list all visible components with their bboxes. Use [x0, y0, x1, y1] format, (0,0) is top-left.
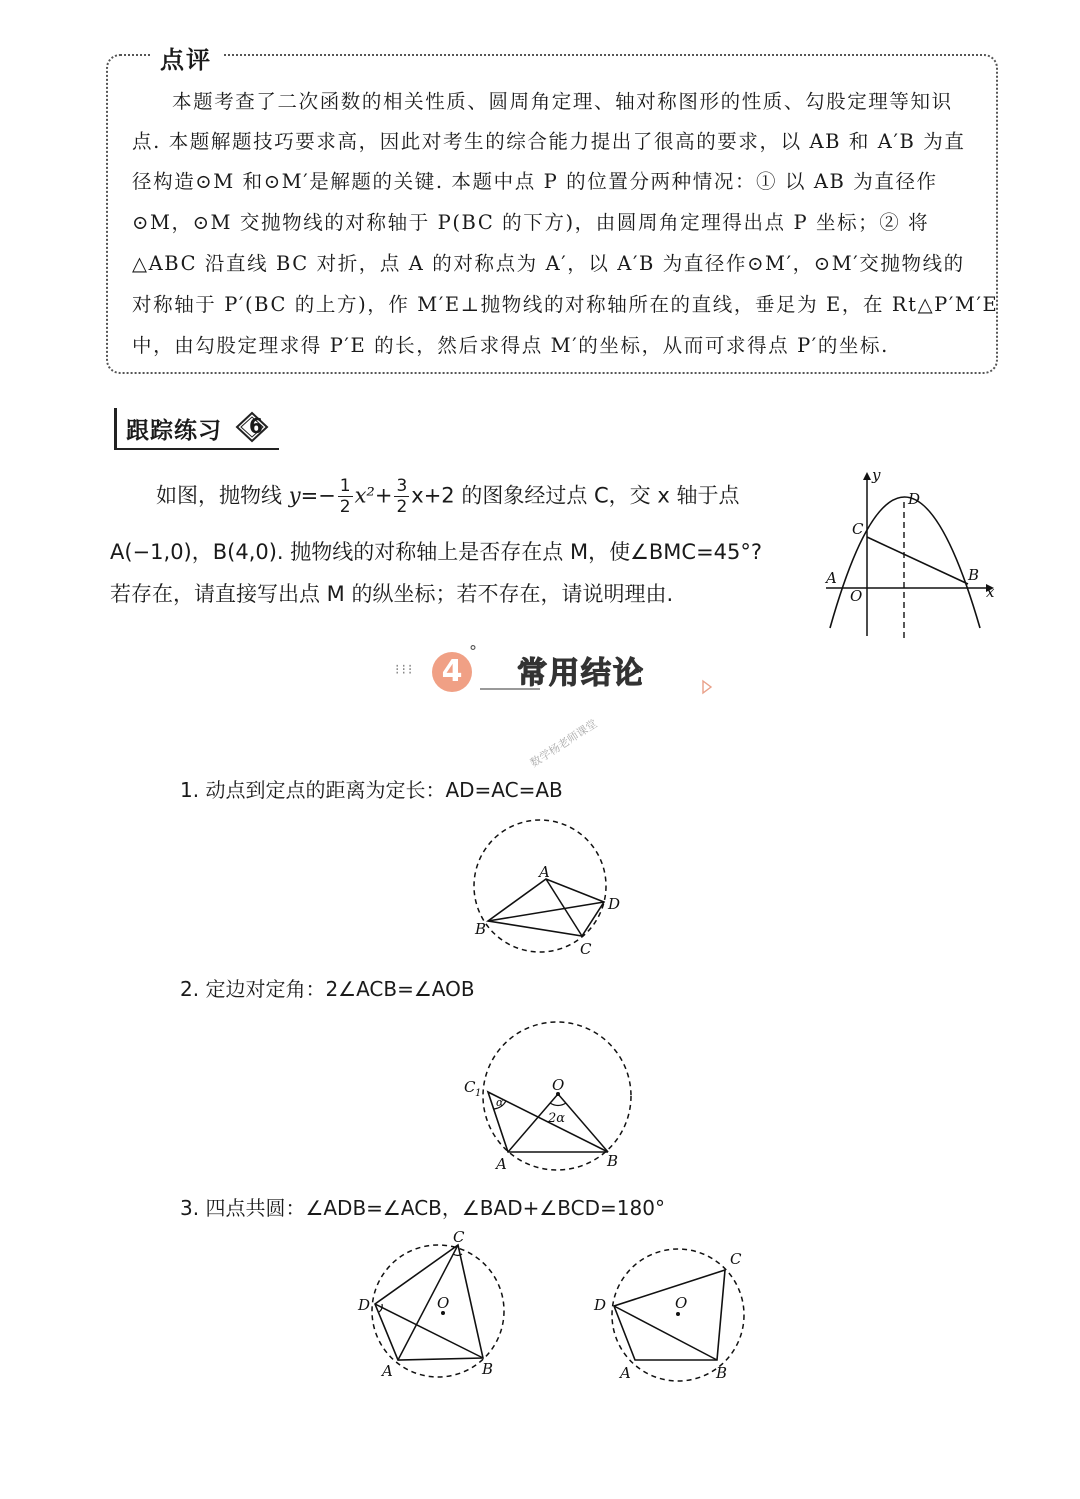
problem-text: 如图，抛物线 [156, 483, 289, 508]
problem-line-1 [156, 476, 739, 517]
problem-line-3: 若存在，请直接写出点 M 的纵坐标；若不存在，请说明理由. [110, 582, 674, 606]
section-number: 4 [432, 652, 472, 692]
label-o: O [675, 1294, 688, 1312]
review-line: 对称轴于 P′(BC 的上方)，作 M′E⊥抛物线的对称轴所在的直线，垂足为 E，在 Rt△P′M′E [132, 293, 999, 316]
practice-title: 跟踪练习 [126, 418, 222, 444]
label-a: A [539, 863, 550, 881]
conclusion-3-text: 3. 四点共圆：∠ADB=∠ACB，∠BAD+∠BCD=180° [180, 1196, 665, 1220]
label-d: D [358, 1296, 371, 1314]
variable-y: y [288, 483, 301, 508]
label-b: B [968, 566, 980, 584]
label-o: O [552, 1076, 565, 1094]
watermark: 数学杨老师课堂 [527, 716, 600, 770]
problem-text: =− [300, 483, 336, 508]
angle-arc [453, 1254, 462, 1256]
label-o: O [850, 587, 863, 605]
parabola-figure [822, 466, 1002, 636]
conclusion-3-figure-left [355, 1228, 515, 1388]
heading-underline [114, 448, 279, 450]
label-a: A [382, 1362, 393, 1380]
label-a: A [496, 1155, 507, 1173]
segment-db [375, 1304, 483, 1358]
label-d: D [608, 895, 621, 913]
section-heading [395, 640, 695, 700]
section-degree: ° [469, 642, 477, 661]
page-mark-icon [702, 680, 712, 694]
heading-bar [114, 408, 117, 448]
label-a: A [620, 1364, 631, 1382]
conclusion-1-text: 1. 动点到定点的距离为定长：AD=AC=AB [180, 778, 563, 802]
problem-line-2: A(−1,0)，B(4,0). 抛物线的对称轴上是否存在点 M，使∠BMC=45°? [110, 540, 763, 564]
review-line: △ABC 沿直线 BC 对折，点 A 的对称点为 A′，以 A′B 为直径作⊙M′，⊙M′交抛物线的 [132, 252, 965, 275]
review-line: 径构造⊙M 和⊙M′是解题的关键. 本题中点 P 的位置分两种情况：① 以 AB 为直径作 [132, 170, 938, 193]
label-d: D [908, 490, 921, 508]
practice-number: 6 [249, 414, 263, 438]
angle-arc [379, 1304, 382, 1312]
label-c: C [730, 1250, 742, 1268]
segment-bd [488, 902, 604, 921]
label-b: B [716, 1364, 728, 1382]
decorative-dots-icon: ⁝⁝⁝ [395, 662, 415, 678]
label-a: A [826, 569, 837, 587]
quadrilateral [375, 1245, 483, 1360]
parabola-curve [830, 497, 980, 628]
problem-text: x+2 的图象经过点 C，交 x 轴于点 [411, 483, 740, 508]
fraction-one-half [338, 476, 353, 517]
practice-heading [114, 408, 284, 450]
label-b: B [475, 920, 487, 938]
dashed-circle [474, 820, 606, 952]
review-line: ⊙M，⊙M 交抛物线的对称轴于 P(BC 的下方)，由圆周角定理得出点 P 坐标；② 将 [132, 211, 930, 234]
conclusion-1-figure [470, 814, 620, 964]
center-point [676, 1312, 680, 1316]
label-y: y [872, 466, 881, 484]
conclusion-3-figure-right [592, 1232, 752, 1392]
review-line: 中，由勾股定理求得 P′E 的长，然后求得点 M′的坐标，从而可求得点 P′的坐标. [132, 334, 889, 357]
review-line: 点. 本题解题技巧要求高，因此对考生的综合能力提出了很高的要求，以 AB 和 A′B 为直 [132, 130, 966, 153]
conclusion-2-text: 2. 定边对定角：2∠ACB=∠AOB [180, 977, 475, 1001]
label-b: B [482, 1360, 494, 1378]
label-c: C [852, 520, 864, 538]
label-c: C [453, 1228, 465, 1246]
y-axis-arrow-icon [863, 472, 871, 480]
review-title: 点评 [150, 40, 222, 75]
label-alpha: α [496, 1096, 504, 1109]
label-c: C [580, 940, 592, 958]
fraction-numerator: 1 [339, 476, 351, 496]
label-subscript: 1 [475, 1088, 482, 1099]
conclusion-2-figure [462, 1012, 642, 1172]
label-x: x [986, 583, 995, 601]
fraction-denominator: 2 [396, 497, 408, 517]
quadrilateral [488, 879, 604, 936]
problem-text: x²+ [354, 483, 393, 508]
angle-arc [550, 1103, 566, 1106]
label-b: B [607, 1152, 619, 1170]
fraction-denominator: 2 [339, 497, 351, 517]
review-line: 本题考查了二次函数的相关性质、圆周角定理、轴对称图形的性质、勾股定理等知识 [172, 90, 953, 113]
label-c: C [464, 1078, 476, 1096]
label-d: D [594, 1296, 607, 1314]
segment-cb [867, 537, 968, 584]
fraction-numerator: 3 [396, 476, 408, 496]
fraction-three-half [394, 476, 409, 517]
segment-ac [546, 879, 582, 936]
section-title: 常用结论 [517, 656, 645, 691]
label-o: O [437, 1294, 450, 1312]
segment-db [614, 1306, 717, 1360]
label-two-alpha: 2α [548, 1111, 566, 1126]
